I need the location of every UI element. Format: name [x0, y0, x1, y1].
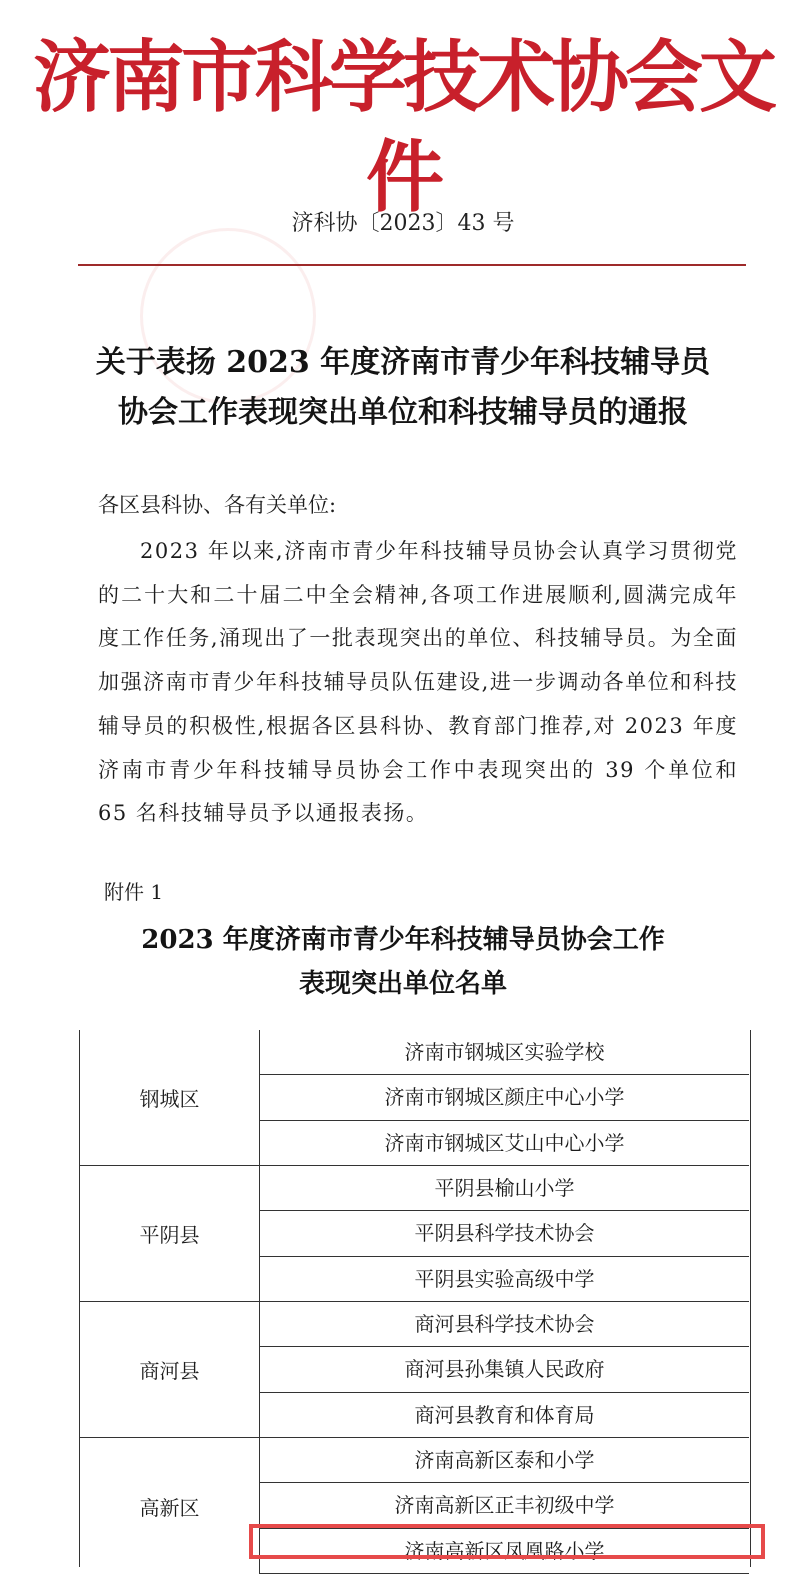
- unit-cell: 济南市钢城区实验学校: [260, 1030, 749, 1075]
- document-number: 济科协〔2023〕43 号: [291, 211, 515, 236]
- salutation: 各区县科协、各有关单位:: [98, 493, 337, 517]
- unit-cell: 济南高新区正丰初级中学: [260, 1483, 749, 1528]
- district-cell: 平阴县: [80, 1166, 260, 1301]
- notice-title-line-1: 关于表扬 2023 年度济南市青少年科技辅导员: [95, 345, 711, 380]
- district-cell: 商河县: [80, 1302, 260, 1437]
- list-title-line-1: 2023 年度济南市青少年科技辅导员协会工作: [141, 925, 665, 955]
- district-cell: 高新区: [80, 1438, 260, 1574]
- unit-cell: 济南市钢城区艾山中心小学: [384, 1130, 625, 1155]
- attachment-list-title: [0, 918, 806, 1006]
- highlight-box: [249, 1524, 765, 1559]
- table-group: [80, 1302, 749, 1438]
- unit-cell: 平阴县科学技术协会: [260, 1211, 749, 1256]
- notice-body-paragraph: 2023 年以来,济南市青少年科技辅导员协会认真学习贯彻党的二十大和二十届二中全会精神,各项工作进展顺利,圆满完成年度工作任务,涌现出了一批表现突出的单位、科技辅导员。为全面加强济南市青少年科技辅导员队伍建设,进一步调动各单位和科技辅导员的积极性,根据各区县科协、教育部门推荐,对 2023 年度济南市青少年科技辅导员协会工作中表现突出的 39 个单位和 65 名科技辅导员予以通报表扬。: [98, 539, 738, 826]
- notice-title: [0, 338, 806, 438]
- unit-cell: 商河县孙集镇人民政府: [260, 1347, 749, 1392]
- unit-cell-highlighted: 济南高新区凤凰路小学: [260, 1529, 749, 1574]
- red-divider-rule: [78, 264, 746, 266]
- list-title-line-2: 表现突出单位名单: [298, 969, 507, 999]
- unit-cell: 商河县教育和体育局: [414, 1402, 595, 1427]
- district-cell: 钢城区: [80, 1030, 260, 1165]
- table-group: [80, 1166, 749, 1302]
- attachment-label: 附件 1: [104, 880, 164, 904]
- unit-cell: 济南市钢城区颜庄中心小学: [260, 1075, 749, 1120]
- unit-list: [260, 1166, 749, 1301]
- unit-cell: 平阴县实验高级中学: [414, 1266, 595, 1291]
- unit-cell: 平阴县榆山小学: [260, 1166, 749, 1211]
- table-group: [80, 1030, 749, 1166]
- notice-title-line-2: 协会工作表现突出单位和科技辅导员的通报: [118, 395, 688, 430]
- document-masthead: 济南市科学技术协会文件: [32, 32, 773, 223]
- unit-list: [260, 1302, 749, 1437]
- unit-list: [260, 1030, 749, 1165]
- unit-cell: 商河县科学技术协会: [260, 1302, 749, 1347]
- unit-cell: 济南高新区泰和小学: [260, 1438, 749, 1483]
- outstanding-units-table: [79, 1030, 751, 1567]
